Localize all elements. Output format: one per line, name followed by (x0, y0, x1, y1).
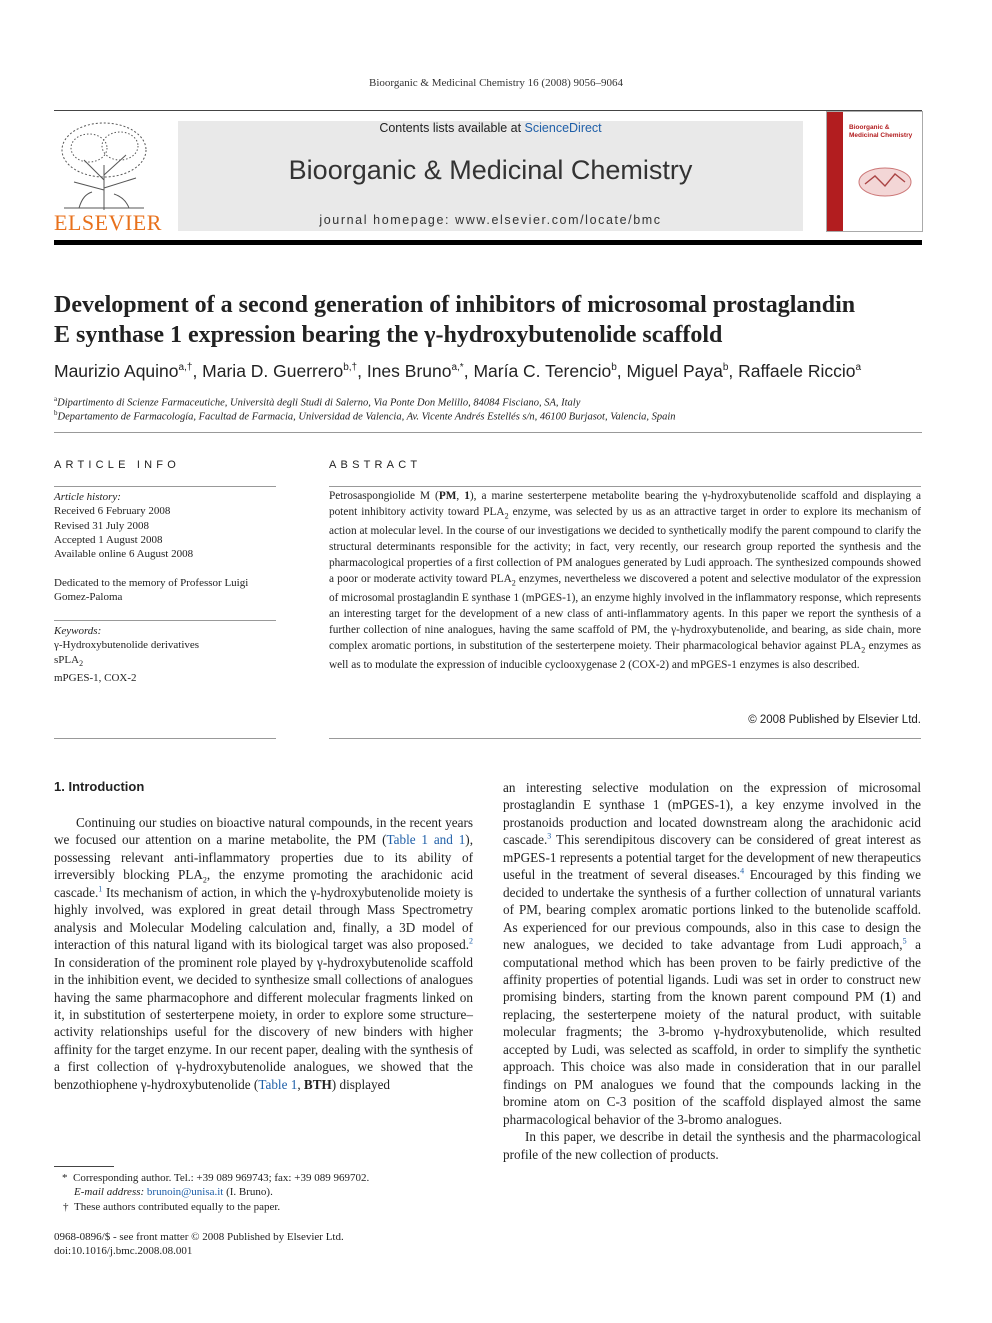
journal-reference: Bioorganic & Medicinal Chemistry 16 (2008) 9056–9064 (369, 77, 623, 89)
abstract-heading: ABSTRACT (329, 459, 422, 471)
footnote-equal-text: These authors contributed equally to the paper. (74, 1201, 281, 1213)
article-info-rule-1 (54, 486, 276, 487)
article-info-rule-3 (54, 738, 276, 739)
sciencedirect-link[interactable]: ScienceDirect (524, 121, 602, 135)
affiliation-a-mark: a (54, 395, 58, 403)
affiliation-b-text: Departamento de Farmacología, Facultad de Farmacia, Universidad de Valencia, Av. Vicente Andrés Estellés s/n, 46100 Burjasot, Valencia, Spain (57, 411, 676, 423)
footnote-corresponding-text: Corresponding author. Tel.: +39 089 969743; fax: +39 089 969702. (73, 1172, 370, 1184)
keywords-label: Keywords: (54, 625, 102, 637)
author-affiliation-mark: b,† (343, 362, 358, 374)
ref-4-link[interactable]: 4 (740, 866, 745, 876)
elsevier-wordmark: ELSEVIER (54, 210, 162, 235)
ref-5-link[interactable]: 5 (902, 936, 907, 946)
accepted-date: Accepted 1 August 2008 (54, 533, 163, 546)
author-separator: , (357, 361, 367, 381)
author-separator: , (463, 361, 474, 381)
keywords (54, 624, 276, 685)
article-info-rule-2 (54, 620, 276, 621)
author-separator: , (728, 361, 739, 381)
intro-column-1 (54, 814, 473, 1093)
affiliation-rule (54, 432, 922, 433)
author-name[interactable]: Maria D. Guerrero (202, 361, 344, 381)
author-affiliation-mark: a,* (451, 362, 464, 374)
ref-2-link[interactable]: 2 (469, 936, 473, 946)
article-info-heading: ARTICLE INFO (54, 459, 180, 471)
issn-line: 0968-0896/$ - see front matter © 2008 Published by Elsevier Ltd. (54, 1231, 344, 1243)
article-title-line-2: E synthase 1 expression bearing the γ-hydroxybutenolide scaffold (54, 322, 723, 348)
author-affiliation-mark: a,† (178, 362, 193, 374)
online-date: Available online 6 August 2008 (54, 548, 194, 561)
footnote-corresponding (54, 1171, 492, 1186)
footnote-equal-contribution (54, 1200, 493, 1215)
abstract-rule-bottom (329, 738, 921, 739)
keyword-2 (54, 653, 276, 671)
affiliation-a-text: Dipartimento di Scienze Farmaceutiche, Università degli Studi di Salerno, Via Ponte Don Melillo, 84084 Fisciano, SA, Italy (57, 397, 581, 409)
email-label: E-mail address: (74, 1186, 145, 1198)
affiliation-a (54, 395, 924, 409)
doi-line[interactable]: doi:10.1016/j.bmc.2008.08.001 (54, 1245, 193, 1257)
affiliation-b-mark: b (54, 409, 58, 417)
intro-paragraph-1-cont: an interesting selective modulation on the expression of microsomal prostaglandin E synthase 1 (mPGES-1), a key enzyme involved in the prostanoids production and located downstream along the arachidonic acid cascade.$^3$ This serendipitous discovery can be considered of great interest as mPGES-1 represents a potential target for the development of new therapeutics useful in the treatment of several diseases.$^4$ Encouraged by this finding we decided to undertake the synthesis of a further collection of unnatural variants of PM, bearing complex aromatic portions linked to the butenolide scaffold. As experienced for our previous compounds, also in this case to design the new analogues, we decided to take advantage from Ludi approach,$^5$ a computational method which has been proven to be fairly predictive of the affinity properties of potential ligands. Ludi was set in order to construct new promising binders, starting from the known parent compound PM (1) and replacing, the sesterterpene moiety of the natural product, with suitable molecular fragments; the 3-bromo γ-hydroxybutenolide, which resulted accepted by Ludi, was selected as scaffold, in order to simplify the synthetic approach. This choice was also made in consideration that in our parallel findings on PM analogues we found that the compounds lacking in the bromine atom on C-3 position of the scaffold displayed almost the same pharmacological behavior of the 3-bromo analogues. (503, 780, 922, 1127)
journal-title: Bioorganic & Medicinal Chemistry (288, 155, 693, 185)
author-affiliation-mark: a (855, 362, 862, 374)
header-thick-rule (54, 240, 922, 245)
cover-red-strip (827, 112, 843, 231)
keyword-1: γ-Hydroxybutenolide derivatives (54, 639, 200, 652)
author-name[interactable]: Miguel Paya (626, 361, 723, 381)
journal-cover-thumbnail (826, 111, 923, 232)
author-name[interactable]: María C. Terencio (473, 361, 612, 381)
author-name[interactable]: Raffaele Riccio (738, 361, 856, 381)
dedication-line-1: Dedicated to the memory of Professor Luigi (54, 577, 249, 589)
author-affiliation-mark: b (611, 362, 617, 374)
abstract-rule-top (329, 486, 921, 487)
article-title (54, 290, 924, 350)
email-link[interactable]: brunoin@unisa.it (146, 1186, 224, 1198)
ref-1-link[interactable]: 1 (98, 884, 103, 894)
affiliation-b (54, 409, 924, 423)
email-tail: (I. Bruno). (223, 1186, 273, 1198)
cover-molecule-image (855, 162, 915, 202)
history-label: Article history: (54, 491, 121, 503)
intro-paragraph-2: In this paper, we describe in detail the synthesis and the pharmacological profile of the new collection of products. (503, 1129, 921, 1162)
keyword-2-sub: 2 (79, 658, 84, 668)
author-list (54, 361, 924, 382)
footnote-email (54, 1185, 504, 1200)
received-date: Received 6 February 2008 (54, 505, 171, 518)
footnote-dagger-mark: † (63, 1201, 69, 1213)
contents-prefix: Contents lists available at (379, 121, 525, 135)
table-1-link-2[interactable]: Table 1 (258, 1076, 298, 1092)
article-title-line-1: Development of a second generation of inhibitors of microsomal prostaglandin (54, 292, 856, 318)
intro-column-2 (503, 779, 921, 1163)
keyword-2-main: sPLA (54, 653, 80, 666)
author-separator: , (192, 361, 203, 381)
author-separator: , (616, 361, 627, 381)
abstract-text: Petrosaspongiolide M (PM, 1), a marine sesterterpene metabolite bearing the γ-hydroxybutenolide scaffold and displaying a potent inhibitory activity toward $PLA_2$ enzyme, was selected by us as an attractive target in order to explore its mechanism of action at molecular level. In the course of our investigations we decided to synthetically modify the parent compound to clarify the structural determinants responsible for the activity; in fact, very recently, our research group reported the synthesis and the pharmacological properties of a first collection of PM analogues generated by Ludi approach. The synthesized compounds showed a poor or moderate activity toward $PLA_2$ enzymes, nevertheless we discovered a potent and selective modulator of the expression of microsomal prostaglandin E synthase 1 (mPGES-1), an enzyme highly involved in the inflammatory response, which represents an interesting target for the development of a new class of anti-inflammatory agents. In this paper we report the synthesis of a further collection of nine analogues, having the same scaffold of PM, the γ-hydroxybutenolide, and bearing, as side chain, more complex aromatic portions, in substitution of the sesterterpene moiety. Their pharmacological behavior against $PLA_2$ enzymes as well as to modulate the expression of inducible cyclooxygenase 2 (COX-2) and mPGES-1 enzymes is also described. (329, 490, 922, 672)
dedication (54, 576, 276, 605)
header-top-rule (54, 110, 922, 111)
ref-3-link[interactable]: 3 (547, 831, 552, 841)
contents-line (178, 121, 803, 135)
author-affiliation-mark: b (722, 362, 729, 374)
abstract-copyright: © 2008 Published by Elsevier Ltd. (748, 714, 921, 726)
intro-paragraph-1: Continuing our studies on bioactive natural compounds, in the recent years we focused our attention on a marine metabolite, the PM (Table 1 and 1), possessing relevant anti-inflammatory properties due to its ability of irreversibly blocking $PLA_2$, the enzyme promoting the arachidonic acid cascade.$^1$ Its mechanism of action, in which the γ-hydroxybutenolide moiety is highly involved, was explored in great detail through Mass Spectrometry analysis and Molecular Modeling calculation and, finally, a 3D model of interaction of this natural ligand with its biological target was also proposed.$^2$ In consideration of the prominent role played by γ-hydroxybutenolide scaffold in the inhibition event, we decided to synthesize small collections of analogues having the same pharmacophore and different molecular fragments linked on it, in substitution of sesterterpene moiety, in order to explore some structure–activity relationships useful for the discovery of new binders with higher affinity for the target enzyme. In our recent paper, dealing with the synthesis of a first collection of γ-hydroxybutenolide analogues, we showed that the benzothiophene γ-hydroxybutenolide (Table 1, BTH) displayed (54, 815, 473, 1092)
keyword-3: mPGES-1, COX-2 (54, 672, 137, 685)
footnote-star-mark: * (62, 1172, 68, 1184)
article-history (54, 490, 276, 561)
footnote-rule (54, 1166, 114, 1167)
dedication-line-2: Gomez-Paloma (54, 591, 123, 604)
elsevier-tree-logo (54, 120, 154, 212)
author-name[interactable]: Ines Bruno (366, 361, 452, 381)
journal-homepage[interactable]: journal homepage: www.elsevier.com/locate/bmc (319, 213, 662, 227)
section-heading-introduction: 1. Introduction (54, 779, 145, 794)
author-name[interactable]: Maurizio Aquino (54, 361, 179, 381)
table-1-link[interactable]: Table 1 and 1 (386, 832, 466, 848)
revised-date: Revised 31 July 2008 (54, 519, 150, 532)
cover-title: Bioorganic & Medicinal Chemistry (849, 124, 913, 139)
